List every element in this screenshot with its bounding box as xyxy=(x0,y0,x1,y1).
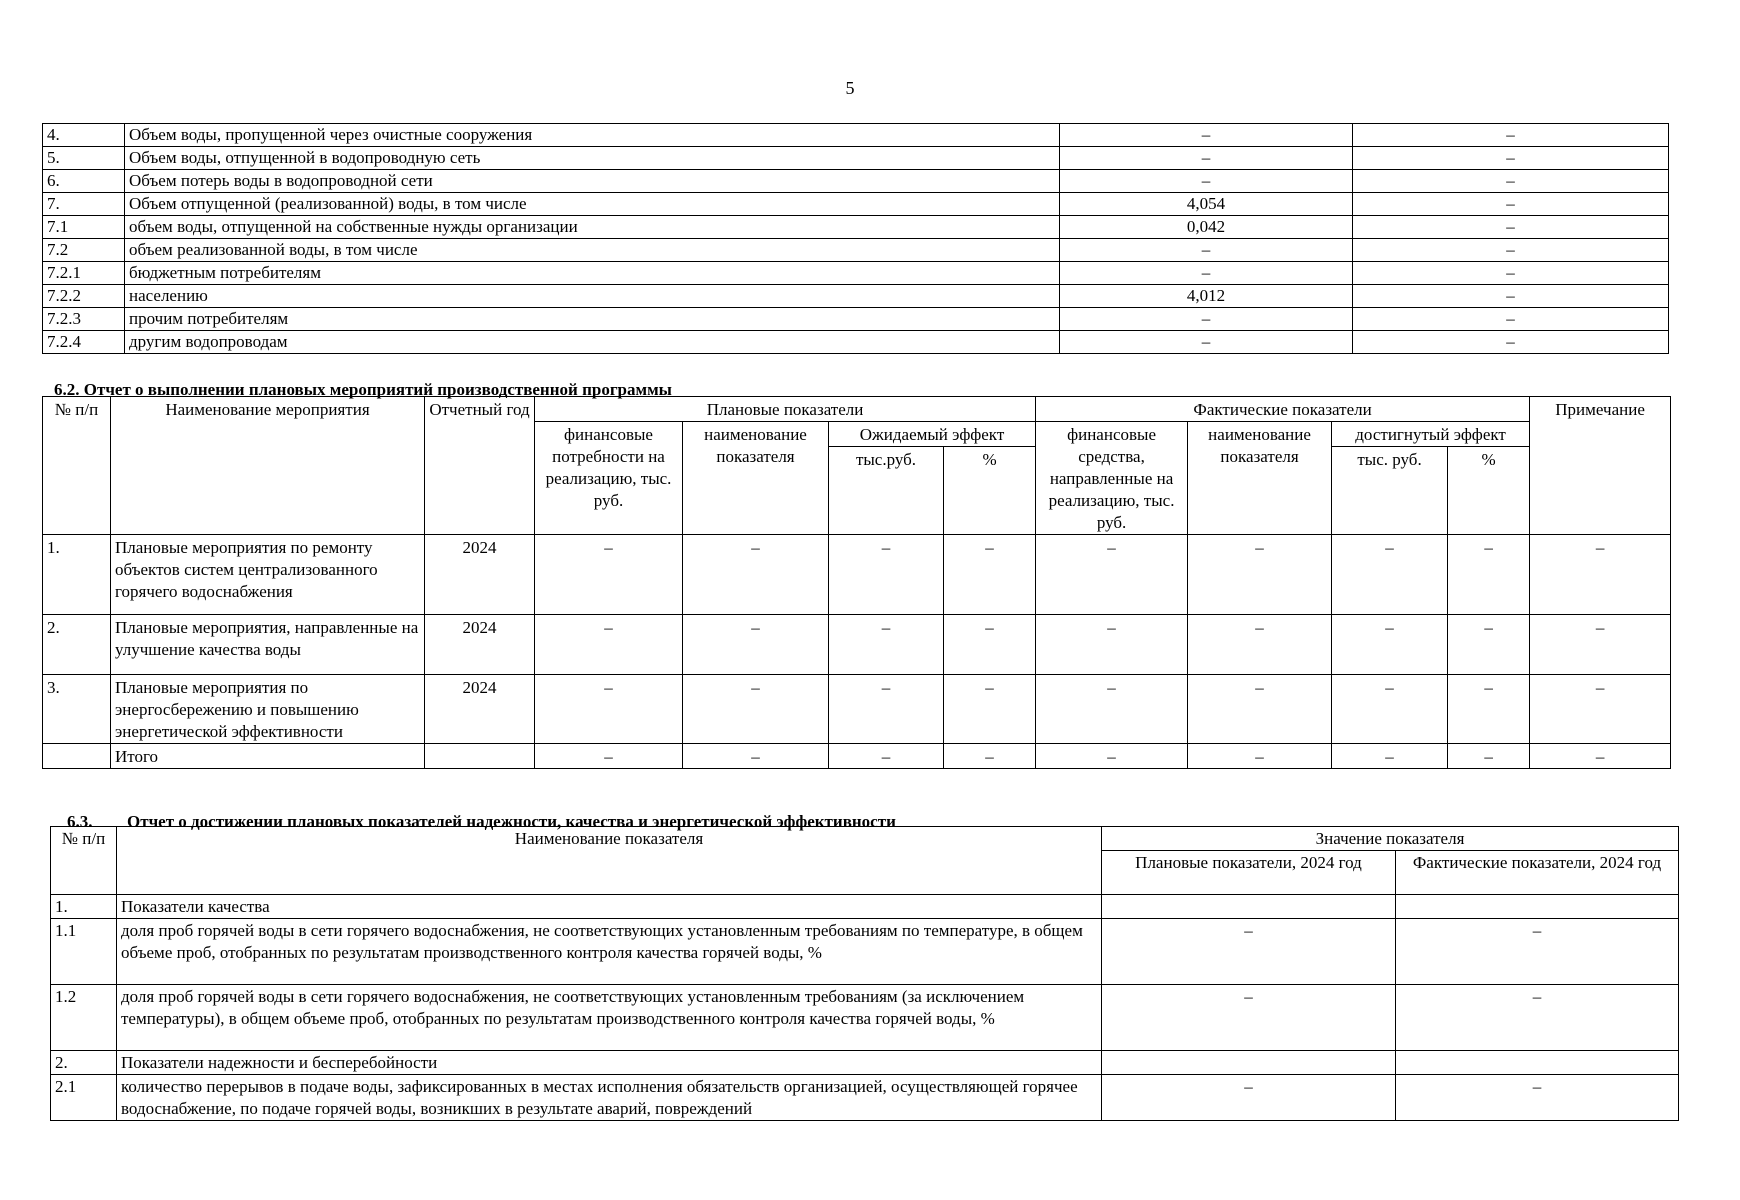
value-cell: – xyxy=(1036,675,1188,744)
row-number: 2.1 xyxy=(51,1075,117,1121)
value-cell: – xyxy=(1036,744,1188,769)
value-cell: – xyxy=(1332,744,1448,769)
value-cell: – xyxy=(1060,262,1353,285)
row-number: 2. xyxy=(43,615,111,675)
value-group-header: Значение показателя xyxy=(1102,827,1679,851)
row-number: 1. xyxy=(43,535,111,615)
value-cell: – xyxy=(683,744,829,769)
planned-value: – xyxy=(1102,1075,1396,1121)
actual-value: – xyxy=(1396,1075,1679,1121)
table-row xyxy=(43,675,1671,744)
table-row xyxy=(43,308,1669,331)
row-name: Показатели надежности и бесперебойности xyxy=(117,1051,1102,1075)
row-number: 7. xyxy=(43,193,125,216)
row-name: прочим потребителям xyxy=(125,308,1060,331)
col-num-header: № п/п xyxy=(43,397,111,535)
value-cell: – xyxy=(1530,615,1671,675)
table-row xyxy=(43,262,1669,285)
section-6-3-number: 6.3. xyxy=(67,812,93,831)
value-cell: – xyxy=(1353,216,1669,239)
planned-group-header: Плановые показатели xyxy=(535,397,1036,422)
table-row xyxy=(43,216,1669,239)
table-row xyxy=(51,1051,1679,1075)
value-cell: – xyxy=(1332,535,1448,615)
value-cell: 4,054 xyxy=(1060,193,1353,216)
row-year: 2024 xyxy=(425,675,535,744)
value-cell: – xyxy=(683,615,829,675)
water-volume-table xyxy=(42,123,1669,354)
value-cell: – xyxy=(1188,675,1332,744)
row-number: 7.2.2 xyxy=(43,285,125,308)
value-cell: – xyxy=(535,675,683,744)
table-row xyxy=(51,985,1679,1051)
row-number: 5. xyxy=(43,147,125,170)
value-cell: – xyxy=(1353,262,1669,285)
row-name: Плановые мероприятия, направленные на улучшение качества воды xyxy=(111,615,425,675)
table-row xyxy=(51,895,1679,919)
row-name: Плановые мероприятия по ремонту объектов систем централизованного горячего водоснабжения xyxy=(111,535,425,615)
value-cell: 0,042 xyxy=(1060,216,1353,239)
row-name: Плановые мероприятия по энергосбережению и повышению энергетической эффективности xyxy=(111,675,425,744)
row-number: 7.2 xyxy=(43,239,125,262)
row-number: 1.1 xyxy=(51,919,117,985)
section-6-3-title: Отчет о достижении плановых показателей надежности, качества и энергетической эффективности xyxy=(127,812,896,831)
achieved-effect-header: достигнутый эффект xyxy=(1332,422,1530,447)
value-cell: – xyxy=(944,744,1036,769)
row-year: 2024 xyxy=(425,535,535,615)
col-name-header: Наименование показателя xyxy=(117,827,1102,895)
col-name-header: Наименование мероприятия xyxy=(111,397,425,535)
value-cell: – xyxy=(944,535,1036,615)
row-name: Объем потерь воды в водопроводной сети xyxy=(125,170,1060,193)
row-name: Объем воды, отпущенной в водопроводную сеть xyxy=(125,147,1060,170)
value-cell: – xyxy=(1448,675,1530,744)
pct2-header: % xyxy=(1448,447,1530,535)
row-number xyxy=(43,744,111,769)
rub-header: тыс.руб. xyxy=(829,447,944,535)
actual-value xyxy=(1396,895,1679,919)
planned-header: Плановые показатели, 2024 год xyxy=(1102,851,1396,895)
row-number: 1.2 xyxy=(51,985,117,1051)
row-number: 4. xyxy=(43,124,125,147)
row-number: 3. xyxy=(43,675,111,744)
total-row xyxy=(43,744,1671,769)
value-cell: – xyxy=(1060,331,1353,354)
rub2-header: тыс. руб. xyxy=(1332,447,1448,535)
value-cell: – xyxy=(1036,615,1188,675)
section-6-2-title: 6.2. Отчет о выполнении плановых мероприятий производственной программы xyxy=(54,380,672,399)
value-cell: – xyxy=(535,615,683,675)
row-number: 7.1 xyxy=(43,216,125,239)
value-cell: – xyxy=(1530,675,1671,744)
value-cell: – xyxy=(1188,615,1332,675)
row-name: объем воды, отпущенной на собственные нужды организации xyxy=(125,216,1060,239)
row-name: другим водопроводам xyxy=(125,331,1060,354)
row-year xyxy=(425,744,535,769)
value-cell: – xyxy=(1353,308,1669,331)
value-cell: – xyxy=(1353,147,1669,170)
value-cell: – xyxy=(1060,147,1353,170)
row-number: 2. xyxy=(51,1051,117,1075)
value-cell: – xyxy=(1353,124,1669,147)
actual-value xyxy=(1396,1051,1679,1075)
actual-header: Фактические показатели, 2024 год xyxy=(1396,851,1679,895)
planned-value xyxy=(1102,895,1396,919)
value-cell: – xyxy=(1530,744,1671,769)
row-name: населению xyxy=(125,285,1060,308)
value-cell: – xyxy=(1060,170,1353,193)
value-cell: – xyxy=(1188,744,1332,769)
table-row xyxy=(43,124,1669,147)
value-cell: – xyxy=(1332,615,1448,675)
pct-header: % xyxy=(944,447,1036,535)
value-cell: – xyxy=(1353,331,1669,354)
row-number: 7.2.1 xyxy=(43,262,125,285)
table-row xyxy=(43,331,1669,354)
value-cell: 4,012 xyxy=(1060,285,1353,308)
table-row xyxy=(43,535,1671,615)
row-number: 1. xyxy=(51,895,117,919)
value-cell: – xyxy=(683,535,829,615)
col-year-header: Отчетный год xyxy=(425,397,535,535)
value-cell: – xyxy=(535,744,683,769)
value-cell: – xyxy=(829,615,944,675)
page-number: 5 xyxy=(845,78,855,98)
table-row xyxy=(43,170,1669,193)
row-name: Объем отпущенной (реализованной) воды, в том числе xyxy=(125,193,1060,216)
row-year: 2024 xyxy=(425,615,535,675)
table-row xyxy=(43,239,1669,262)
value-cell: – xyxy=(1060,308,1353,331)
total-label: Итого xyxy=(111,744,425,769)
ind-name-header: наименование показателя xyxy=(683,422,829,535)
value-cell: – xyxy=(1353,285,1669,308)
value-cell: – xyxy=(1353,170,1669,193)
value-cell: – xyxy=(829,744,944,769)
row-name: бюджетным потребителям xyxy=(125,262,1060,285)
value-cell: – xyxy=(1332,675,1448,744)
actual-value: – xyxy=(1396,919,1679,985)
row-name: доля проб горячей воды в сети горячего водоснабжения, не соответствующих установленным требованиям (за исключением температуры), в общем объеме проб, отобранных по результатам производственного контроля качества горячей воды, % xyxy=(117,985,1102,1051)
table-row xyxy=(43,147,1669,170)
row-number: 7.2.4 xyxy=(43,331,125,354)
row-number: 7.2.3 xyxy=(43,308,125,331)
col-num-header: № п/п xyxy=(51,827,117,895)
planned-value: – xyxy=(1102,985,1396,1051)
ind-name2-header: наименование показателя xyxy=(1188,422,1332,535)
table-row xyxy=(43,193,1669,216)
value-cell: – xyxy=(829,675,944,744)
table-row xyxy=(51,919,1679,985)
value-cell: – xyxy=(1530,535,1671,615)
value-cell: – xyxy=(1353,239,1669,262)
row-name: количество перерывов в подаче воды, зафиксированных в местах исполнения обязательств организацией, осуществляющей горячее водоснабжение, по подаче горячей воды, возникших в результате аварий, повреждений xyxy=(117,1075,1102,1121)
planned-value: – xyxy=(1102,919,1396,985)
planned-measures-table xyxy=(42,396,1671,769)
row-name: доля проб горячей воды в сети горячего водоснабжения, не соответствующих установленным требованиям по температуре, в общем объеме проб, отобранных по результатам производственного контроля качества горячей воды, % xyxy=(117,919,1102,985)
actual-value: – xyxy=(1396,985,1679,1051)
value-cell: – xyxy=(1448,615,1530,675)
value-cell: – xyxy=(535,535,683,615)
row-name: Объем воды, пропущенной через очистные сооружения xyxy=(125,124,1060,147)
table-row xyxy=(43,615,1671,675)
value-cell: – xyxy=(1353,193,1669,216)
value-cell: – xyxy=(1448,744,1530,769)
indicators-table xyxy=(50,826,1679,1121)
fin-funds-header: финансовые средства, направленные на реализацию, тыс. руб. xyxy=(1036,422,1188,535)
value-cell: – xyxy=(1188,535,1332,615)
value-cell: – xyxy=(944,675,1036,744)
row-name: Показатели качества xyxy=(117,895,1102,919)
value-cell: – xyxy=(829,535,944,615)
planned-value xyxy=(1102,1051,1396,1075)
row-name: объем реализованной воды, в том числе xyxy=(125,239,1060,262)
value-cell: – xyxy=(1060,124,1353,147)
row-number: 6. xyxy=(43,170,125,193)
value-cell: – xyxy=(1060,239,1353,262)
table-row xyxy=(43,285,1669,308)
table-row xyxy=(51,1075,1679,1121)
value-cell: – xyxy=(944,615,1036,675)
value-cell: – xyxy=(1036,535,1188,615)
col-note-header: Примечание xyxy=(1530,397,1671,535)
expected-effect-header: Ожидаемый эффект xyxy=(829,422,1036,447)
actual-group-header: Фактические показатели xyxy=(1036,397,1530,422)
value-cell: – xyxy=(1448,535,1530,615)
value-cell: – xyxy=(683,675,829,744)
fin-needs-header: финансовые потребности на реализацию, тыс. руб. xyxy=(535,422,683,535)
